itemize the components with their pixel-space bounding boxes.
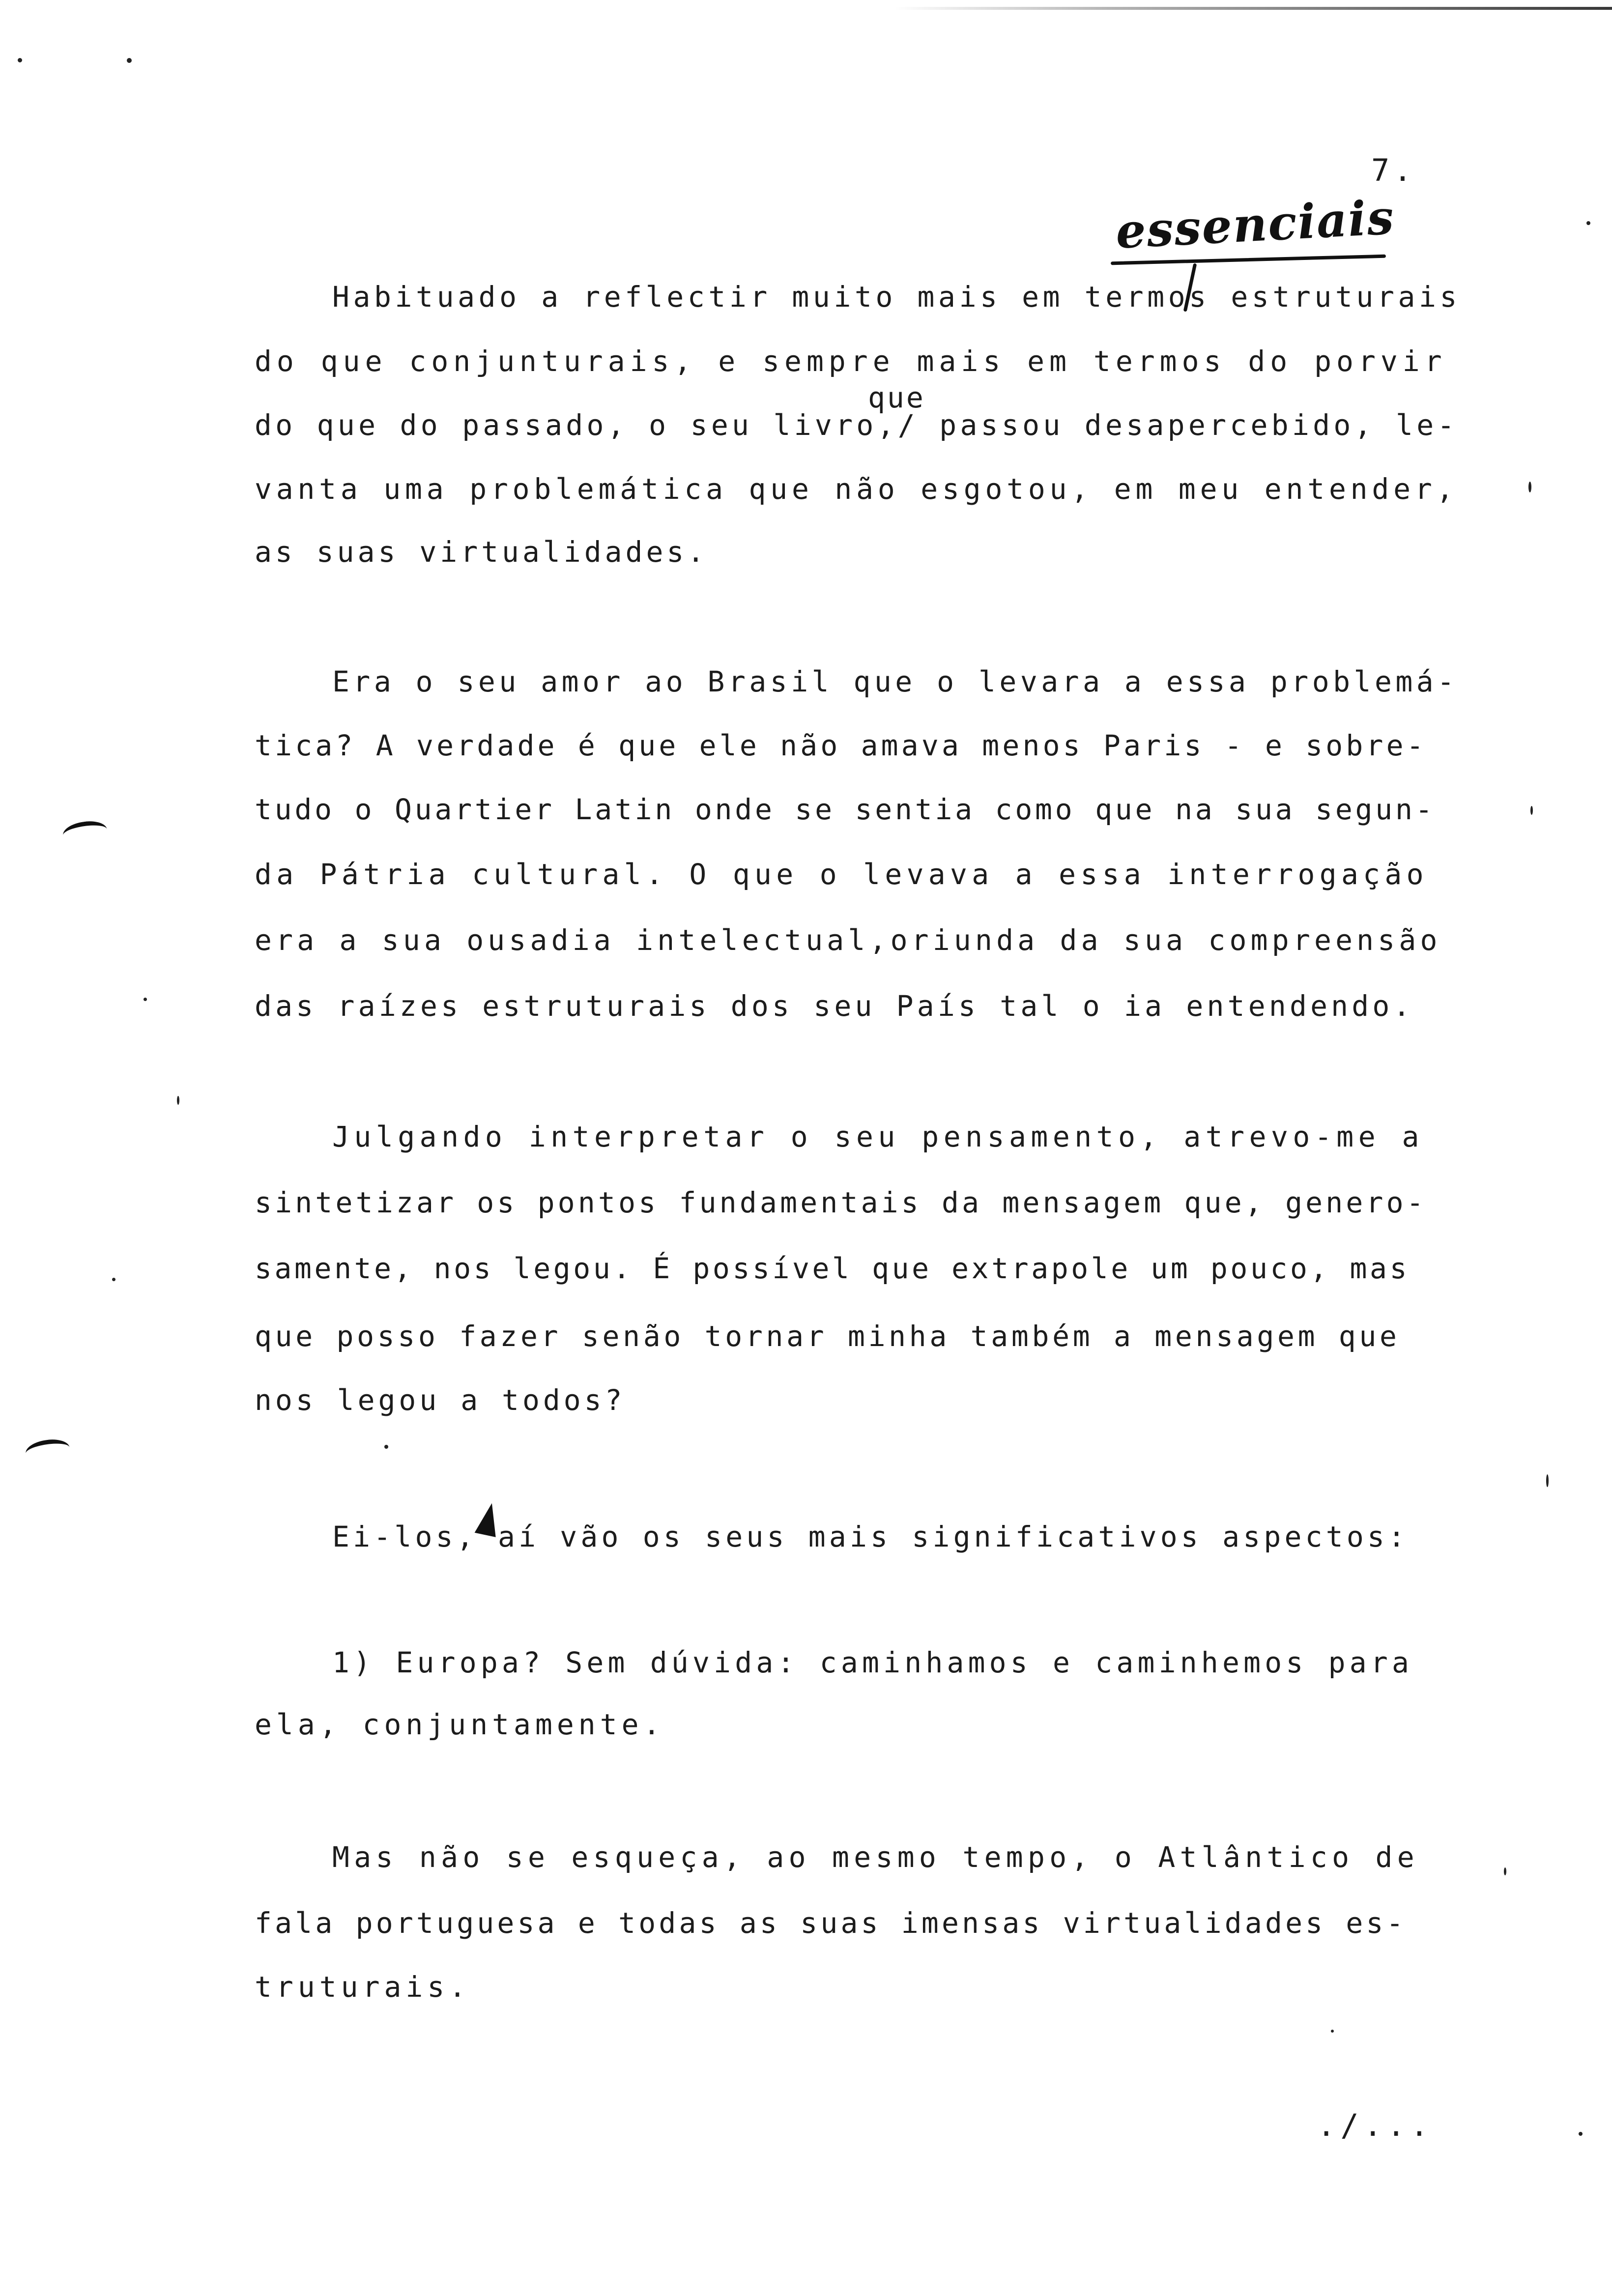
paragraph-line: do que do passado, o seu livro,/ passou desapercebido, le- (255, 408, 1458, 442)
paragraph-line: samente, nos legou. É possível que extrapole um pouco, mas (255, 1252, 1410, 1285)
scan-speck (1528, 482, 1531, 492)
paragraph-line: fala portuguesa e todas as suas imensas virtualidades es- (255, 1906, 1407, 1940)
paragraph-line: Era o seu amor ao Brasil que o levara a essa problemá- (332, 665, 1458, 698)
paragraph-line: nos legou a todos? (255, 1383, 626, 1417)
scan-speck (112, 1278, 115, 1281)
scan-speck (18, 58, 22, 62)
paragraph-line: Mas não se esqueça, ao mesmo tempo, o Atlântico de (332, 1840, 1419, 1874)
scan-speck (384, 1445, 388, 1449)
inserted-word: que (868, 381, 925, 414)
paragraph-line: sintetizar os pontos fundamentais da mensagem que, genero- (255, 1186, 1427, 1219)
paragraph-line: das raízes estruturais dos seu País tal o ia entendendo. (255, 989, 1414, 1023)
margin-punch-mark (61, 819, 108, 846)
paragraph-line: era a sua ousadia intelectual,oriunda da sua compreensão (255, 923, 1441, 957)
handwritten-annotation: essenciais (1114, 189, 1396, 259)
paragraph-line: tica? A verdade é que ele não amava menos Paris - e sobre- (255, 729, 1427, 762)
scan-speck (1530, 806, 1533, 815)
paragraph-line: 1) Europa? Sem dúvida: caminhamos e caminhemos para (332, 1646, 1413, 1679)
paragraph-line: ela, conjuntamente. (255, 1708, 665, 1741)
scan-speck (177, 1096, 179, 1105)
paragraph-line: Ei-los, aí vão os seus mais significativos aspectos: (332, 1520, 1409, 1553)
paragraph-line: que posso fazer senão tornar minha também a mensagem que (255, 1320, 1400, 1353)
paragraph-line: Habituado a reflectir muito mais em termos estruturais (332, 280, 1461, 314)
paragraph-line: da Pátria cultural. O que o levava a essa interrogação (255, 858, 1428, 891)
paragraph-line: tudo o Quartier Latin onde se sentia como que na sua segun- (255, 793, 1436, 826)
continuation-mark: ./... (1317, 2107, 1434, 2143)
paragraph-line: truturais. (255, 1970, 471, 2004)
paragraph-line: Julgando interpretar o seu pensamento, atrevo-me a (332, 1120, 1424, 1153)
scan-speck (144, 998, 147, 1001)
scan-speck (127, 58, 132, 63)
scan-speck (1586, 221, 1590, 225)
scan-speck (1579, 2132, 1583, 2136)
scan-speck (1504, 1867, 1506, 1875)
margin-punch-mark (24, 1437, 71, 1464)
paragraph-line: vanta uma problemática que não esgotou, em meu entender, (255, 472, 1458, 506)
page-number: 7. (1371, 152, 1416, 188)
paragraph-line: do que conjunturais, e sempre mais em termos do porvir (255, 344, 1447, 378)
paragraph-line: as suas virtualidades. (255, 535, 708, 569)
scan-speck (1546, 1474, 1549, 1487)
scan-speck (1331, 2030, 1334, 2033)
scan-top-edge-line (894, 7, 1612, 10)
